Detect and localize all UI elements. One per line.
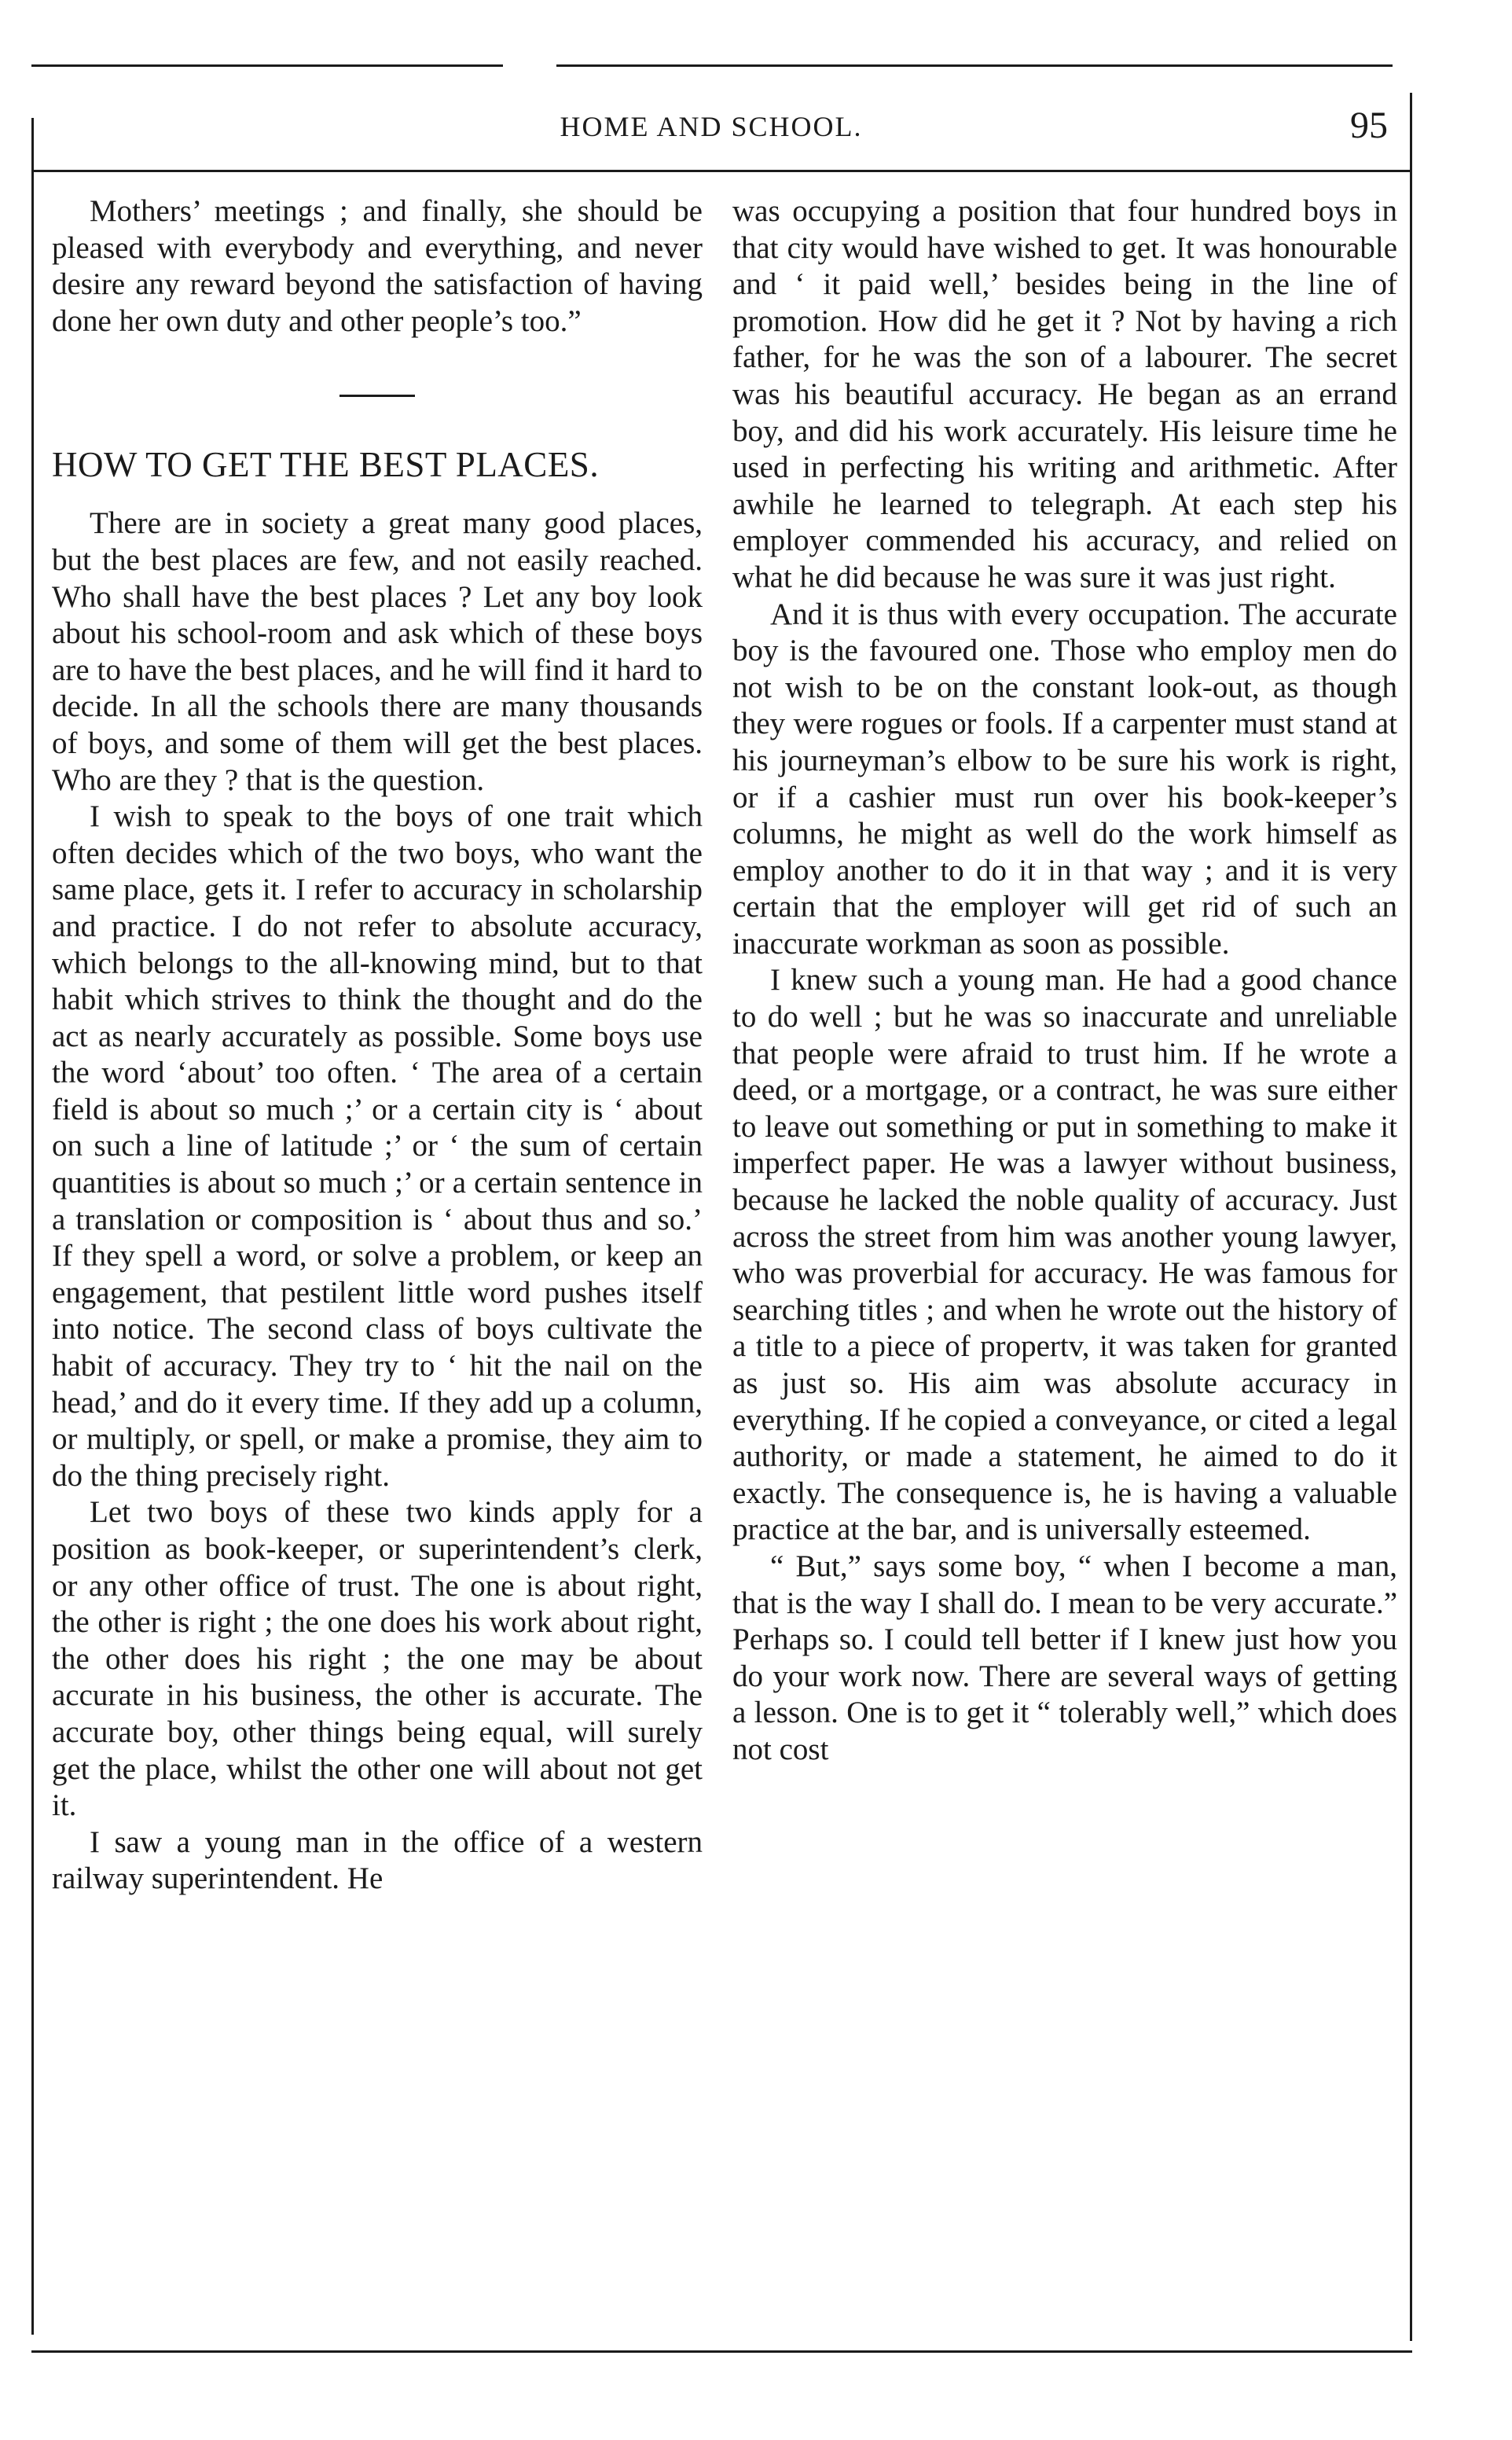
top-rule-left — [31, 64, 503, 67]
bottom-rule — [31, 2350, 1412, 2353]
left-margin-rule — [31, 118, 34, 2335]
left-column — [52, 193, 703, 1898]
section-divider — [339, 395, 415, 397]
left-paragraph-3: Let two boys of these two kinds apply for a position as book-keeper, or superintendent’s clerk, or any other office of trust. The one is about right, the other is right ; the one does his work about right, the other does his right ; the one may be about accurate in his business, the other is accurate. The accurate boy, other things being equal, will surely get the place, whilst the other one will about not get it. — [52, 1495, 703, 1823]
section-title: HOW TO GET THE BEST PLACES. — [52, 445, 600, 485]
header-rule — [31, 170, 1412, 172]
left-paragraph-2: I wish to speak to the boys of one trait which often decides which of the two boys, who want the same place, gets it. I refer to accuracy in scholarship and practice. I do not refer to absolute accuracy, which belongs to the all-knowing mind, but to that habit which strives to think the thought and do the act as nearly accurately as possible. Some boys use the word ‘about’ too often. ‘ The area of a certain field is about so much ;’ or a certain city is ‘ about on such a line of latitude ;’ or ‘ the sum of certain quantities is about so much ;’ or a certain sentence in a translation or composition is ‘ about thus and so.’ If they spell a word, or solve a problem, or keep an engagement, that pestilent little word pushes itself into notice. The second class of boys cultivate the habit of accuracy. They try to ‘ hit the nail on the head,’ and do it every time. If they add up a column, or multiply, or spell, or make a promise, they aim to do the thing precisely right. — [52, 799, 703, 1493]
top-rule-right — [556, 64, 1393, 67]
right-column — [732, 193, 1397, 1769]
right-paragraph-1: was occupying a position that four hundred boys in that city would have wished to get. It was honourable and ‘ it paid well,’ besides being in the line of promotion. How did he get it ? Not by having a rich father, for he was the son of a labourer. The secret was his beautiful accuracy. He began as an errand boy, and did his work accurately. His leisure time he used in perfecting his writing and arithmetic. After awhile he learned to telegraph. At each step his employer commended his accuracy, and relied on what he did because he was sure it was just right. — [732, 194, 1397, 594]
intro-paragraph: Mothers’ meetings ; and finally, she should be pleased with everybody and everything, and never desire any reward beyond the satisfaction of having done her own duty and other people’s too.” — [52, 194, 703, 338]
right-paragraph-3: I knew such a young man. He had a good chance to do well ; but he was so inaccurate and unreliable that people were afraid to trust him. If he wrote a deed, or a mortgage, or a contract, he was sure either to leave out something or put in something to make it imperfect paper. He was a lawyer without business, because he lacked the noble quality of accuracy. Just across the street from him was another young lawyer, who was proverbial for accuracy. He was famous for searching titles ; and when he wrote out the history of a title to a piece of propertv, it was taken for granted as just so. His aim was absolute accuracy in everything. If he copied a conveyance, or cited a legal authority, or made a statement, he aimed to do it exactly. The consequence is, he is having a valuable practice at the bar, and is universally esteemed. — [732, 963, 1397, 1547]
page-number: 95 — [1350, 105, 1388, 146]
right-paragraph-2: And it is thus with every occupation. The accurate boy is the favoured one. Those who employ men do not wish to be on the constant look-out, as though they were rogues or fools. If a carpenter must stand at his journeyman’s elbow to be sure his work is right, or if a cashier must run over his book-keeper’s columns, he might as well do the work himself as employ another to do it in that way ; and it is very certain that the employer will get rid of such an inaccurate workman as soon as possible. — [732, 597, 1397, 961]
left-paragraph-4: I saw a young man in the office of a western railway superintendent. He — [52, 1824, 703, 1896]
right-margin-rule — [1410, 93, 1412, 2341]
page-header — [31, 105, 1391, 156]
right-paragraph-4: “ But,” says some boy, “ when I become a man, that is the way I shall do. I mean to be very accurate.” Perhaps so. I could tell better if I knew just how you do your work now. There are several ways of getting a lesson. One is to get it “ tolerably well,” which does not cost — [732, 1549, 1397, 1766]
running-head: HOME AND SCHOOL. — [560, 111, 863, 142]
left-paragraph-1: There are in society a great many good places, but the best places are few, and not easily reached. Who shall have the best places ? Let any boy look about his school-room and ask which of these boys are to have the best places, and he will find it hard to decide. In all the schools there are many thousands of boys, and some of them will get the best places. Who are they ? that is the question. — [52, 506, 703, 797]
